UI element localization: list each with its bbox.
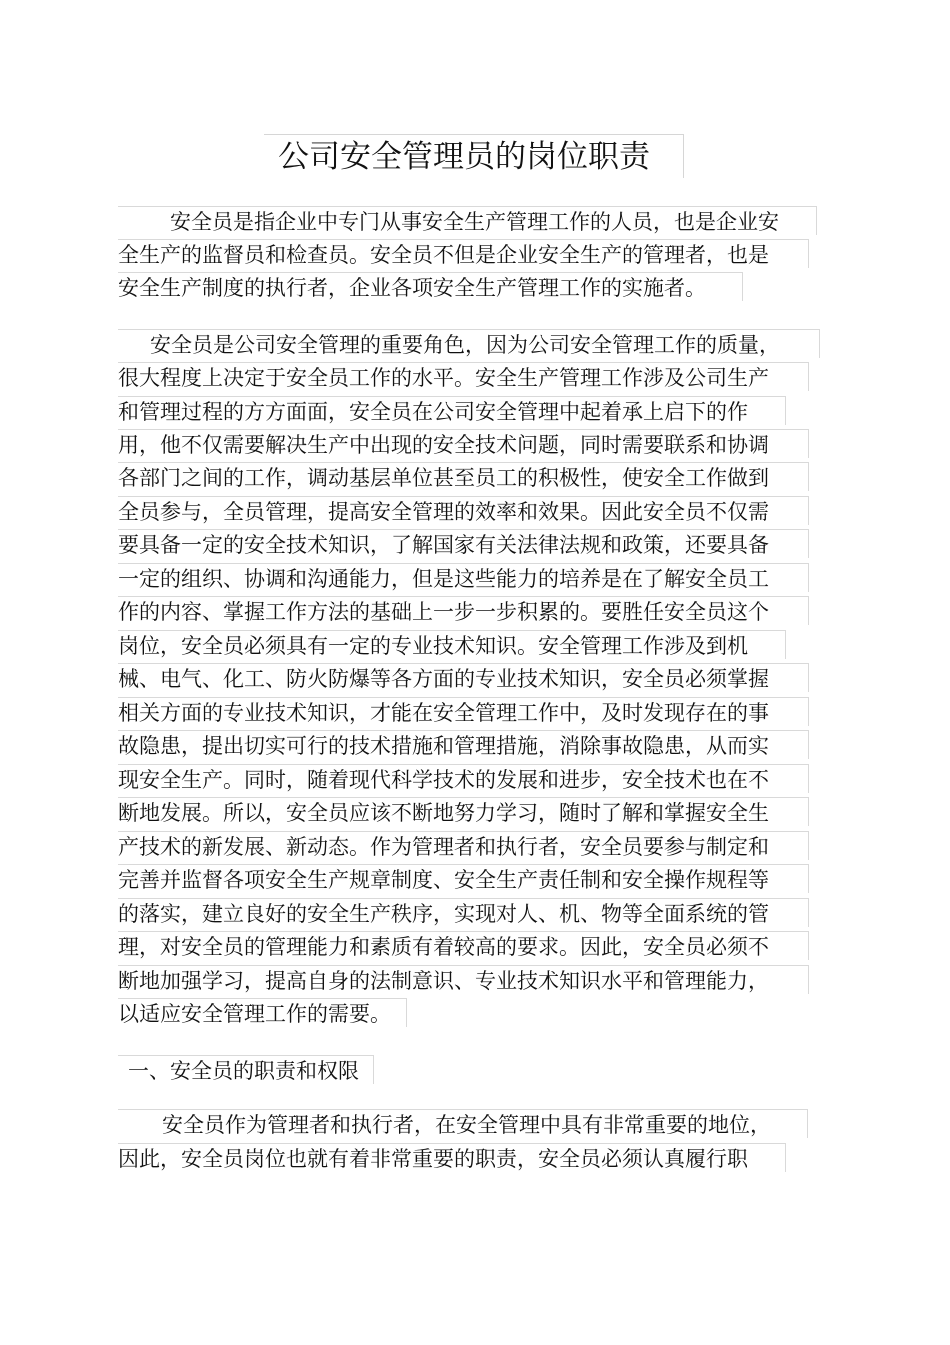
paragraph2-line: 故隐患，提出切实可行的技术措施和管理措施，消除事故隐患，从而实	[118, 730, 809, 759]
paragraph2-line: 现安全生产。同时，随着现代科学技术的发展和进步，安全技术也在不	[118, 764, 809, 793]
paragraph2-line: 械、电气、化工、防火防爆等各方面的专业技术知识，安全员必须掌握	[118, 663, 809, 692]
paragraph2-line: 一定的组织、协调和沟通能力，但是这些能力的培养是在了解安全员工	[118, 563, 809, 592]
paragraph1-line: 全生产的监督员和检查员。安全员不但是企业安全生产的管理者，也是	[118, 239, 809, 268]
paragraph2-line: 断地发展。所以，安全员应该不断地努力学习，随时了解和掌握安全生	[118, 797, 809, 826]
paragraph3-line: 安全员作为管理者和执行者，在安全管理中具有非常重要的地位，	[118, 1109, 808, 1138]
paragraph1-line: 安全员是指企业中专门从事安全生产管理工作的人员，也是企业安	[118, 206, 817, 235]
paragraph2-line: 以适应安全管理工作的需要。	[118, 998, 407, 1027]
paragraph2-line: 和管理过程的方方面面，安全员在公司安全管理中起着承上启下的作	[118, 396, 786, 425]
paragraph2-line: 用，他不仅需要解决生产中出现的安全技术问题，同时需要联系和协调	[118, 429, 809, 458]
paragraph3-line: 因此，安全员岗位也就有着非常重要的职责，安全员必须认真履行职	[118, 1143, 786, 1172]
paragraph2-line: 各部门之间的工作，调动基层单位甚至员工的积极性，使安全工作做到	[118, 462, 809, 491]
document-title: 公司安全管理员的岗位职责	[278, 139, 650, 175]
title-box	[264, 134, 684, 178]
paragraph2-line: 作的内容、掌握工作方法的基础上一步一步积累的。要胜任安全员这个	[118, 596, 809, 625]
paragraph2-line: 要具备一定的安全技术知识，了解国家有关法律法规和政策，还要具备	[118, 529, 809, 558]
paragraph2-line: 的落实，建立良好的安全生产秩序，实现对人、机、物等全面系统的管	[118, 898, 809, 927]
paragraph2-line: 相关方面的专业技术知识，才能在安全管理工作中，及时发现存在的事	[118, 697, 809, 726]
paragraph2-line: 产技术的新发展、新动态。作为管理者和执行者，安全员要参与制定和	[118, 831, 809, 860]
paragraph2-line: 完善并监督各项安全生产规章制度、安全生产责任制和安全操作规程等	[118, 864, 809, 893]
section-heading: 一、安全员的职责和权限	[118, 1055, 374, 1084]
paragraph2-line: 很大程度上决定于安全员工作的水平。安全生产管理工作涉及公司生产	[118, 362, 809, 391]
paragraph2-line: 全员参与，全员管理，提高安全管理的效率和效果。因此安全员不仅需	[118, 496, 809, 525]
paragraph2-line: 理，对安全员的管理能力和素质有着较高的要求。因此，安全员必须不	[118, 931, 809, 960]
paragraph2-line: 安全员是公司安全管理的重要角色，因为公司安全管理工作的质量，	[118, 329, 820, 358]
paragraph2-line: 岗位，安全员必须具有一定的专业技术知识。安全管理工作涉及到机	[118, 630, 786, 659]
paragraph1-line: 安全生产制度的执行者，企业各项安全生产管理工作的实施者。	[118, 272, 743, 301]
paragraph2-line: 断地加强学习，提高自身的法制意识、专业技术知识水平和管理能力，	[118, 965, 809, 994]
